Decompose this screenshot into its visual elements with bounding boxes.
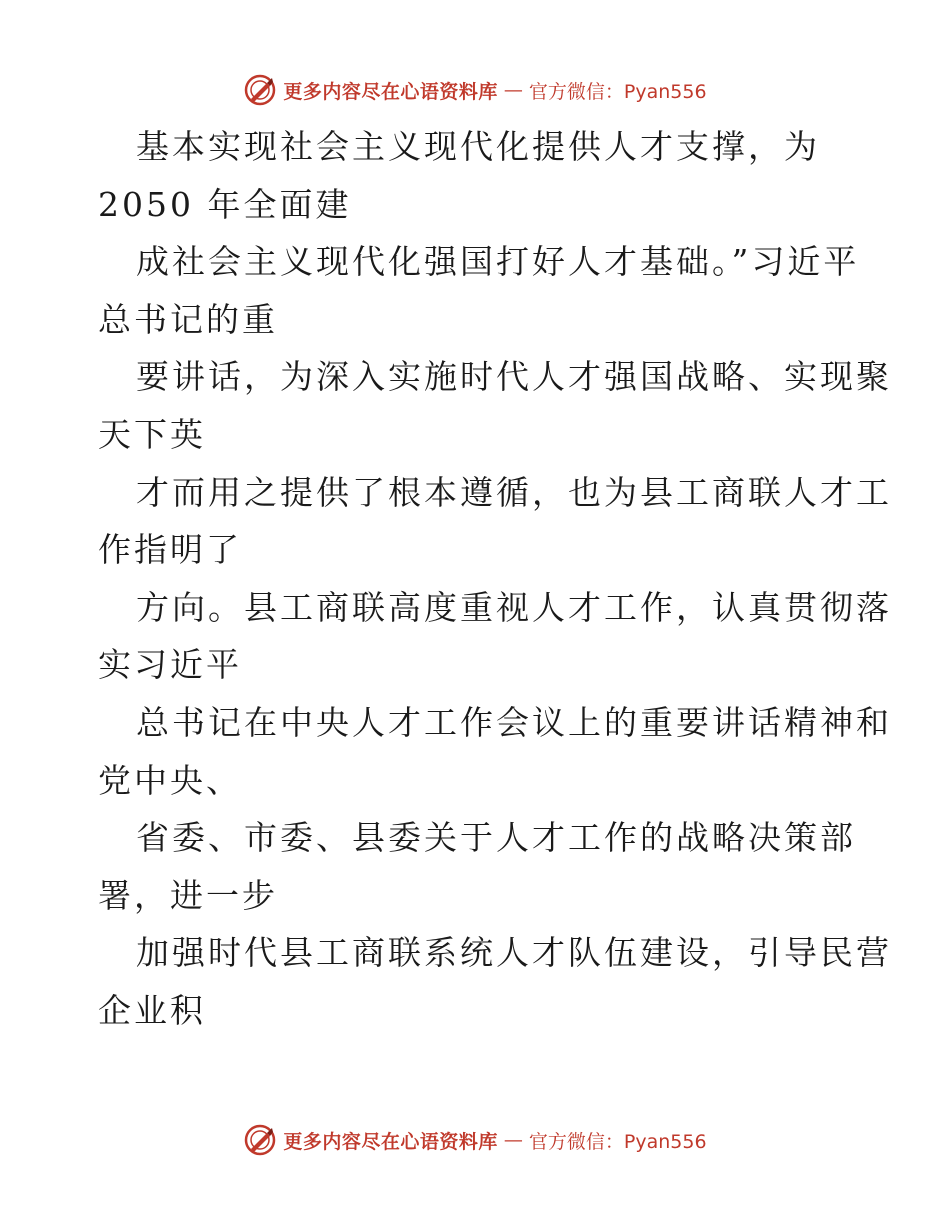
footer-banner-inner <box>243 1123 706 1157</box>
body-line: 企业积 <box>98 990 206 1030</box>
body-line: 基本实现社会主义现代化提供人才支撑，为 <box>136 127 820 166</box>
header-banner-inner <box>243 73 706 107</box>
body-line: 省委、市委、县委关于人才工作的战略决策部 <box>136 818 856 858</box>
body-line: 总书记在中央人才工作会议上的重要讲话精神和 <box>136 702 892 742</box>
header-banner <box>0 70 950 110</box>
footer-banner-dash: — <box>503 1129 523 1151</box>
body-line: 实习近平 <box>98 645 242 685</box>
body-line: 成社会主义现代化强国打好人才基础。”习近平 <box>136 242 860 282</box>
pen-nib-logo-icon <box>243 1123 277 1157</box>
body-line: 要讲话，为深入实施时代人才强国战略、实现聚 <box>136 357 892 397</box>
body-line: 才而用之提供了根本遵循，也为县工商联人才工 <box>136 472 892 512</box>
body-line: 作指明了 <box>98 530 242 570</box>
header-banner-suffix: 官方微信：Pyan556 <box>528 80 707 103</box>
footer-banner-text: 更多内容尽在心语资料库 <box>283 1130 498 1153</box>
document-body <box>98 118 892 1040</box>
pen-nib-logo-icon <box>243 73 277 107</box>
body-line: 2050 年全面建 <box>98 184 352 224</box>
footer-banner <box>0 1120 950 1160</box>
body-line: 加强时代县工商联系统人才队伍建设，引导民营 <box>136 933 892 973</box>
body-line: 党中央、 <box>98 760 242 800</box>
header-banner-text: 更多内容尽在心语资料库 <box>283 80 498 103</box>
body-line: 署，进一步 <box>98 875 278 915</box>
body-line: 方向。县工商联高度重视人才工作，认真贯彻落 <box>136 587 892 627</box>
header-banner-dash: — <box>503 79 523 101</box>
body-line: 总书记的重 <box>98 299 278 339</box>
footer-banner-suffix: 官方微信：Pyan556 <box>528 1130 707 1153</box>
body-line: 天下英 <box>98 414 206 454</box>
